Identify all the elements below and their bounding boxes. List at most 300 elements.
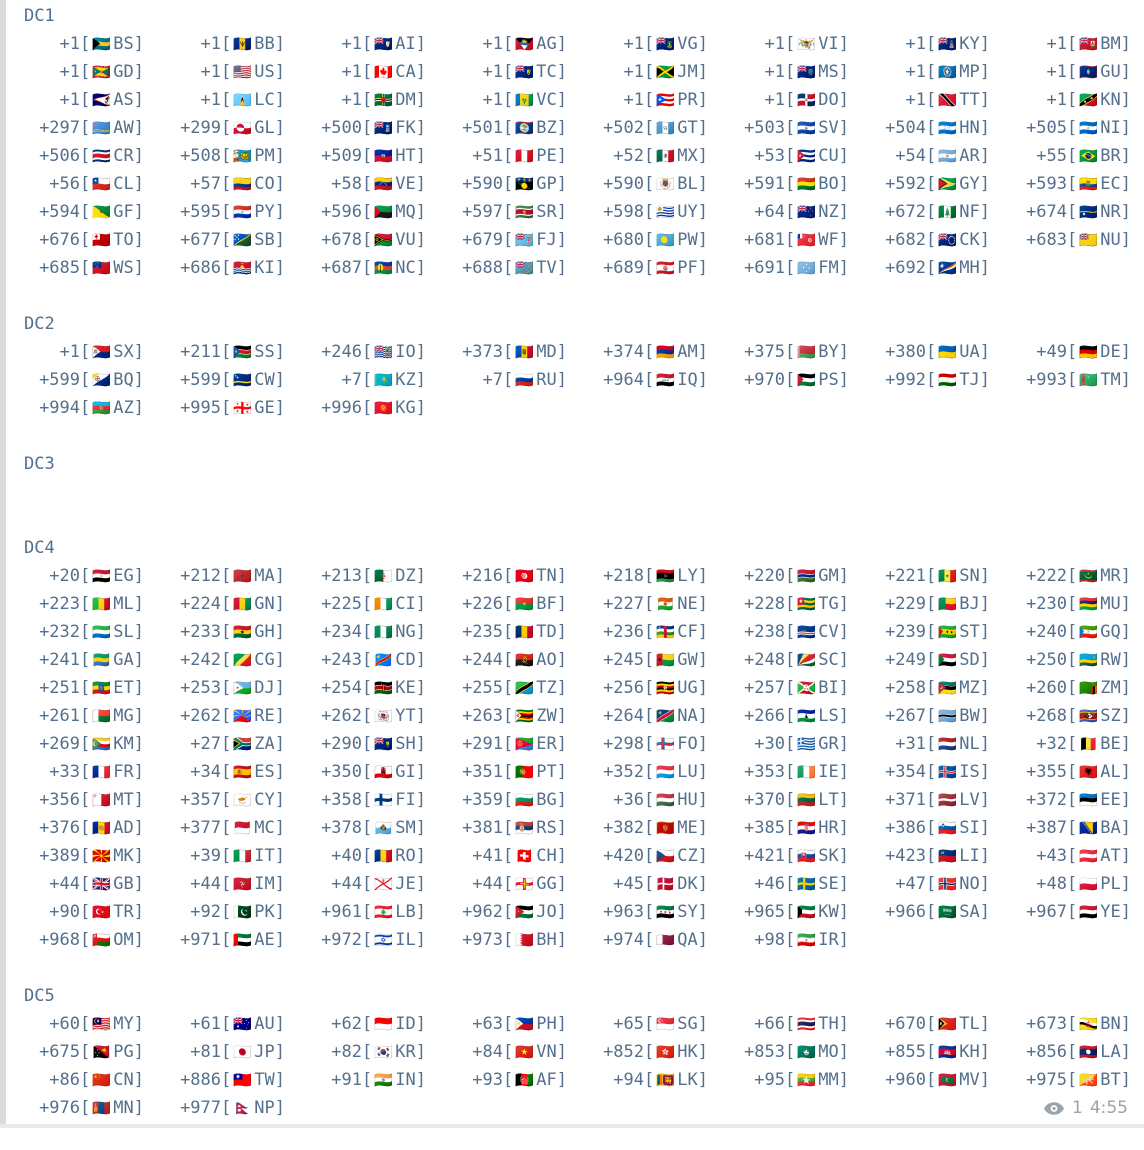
dial-code: +1 bbox=[200, 34, 222, 54]
close-bracket: ] bbox=[556, 62, 567, 82]
open-bracket: [ bbox=[1067, 174, 1078, 194]
dial-code: +996 bbox=[321, 398, 363, 418]
country-iso: BA bbox=[1100, 818, 1121, 838]
country-iso: CW bbox=[254, 370, 275, 390]
country-flag-icon-kh: 🇰🇭 bbox=[938, 1043, 958, 1061]
dial-code-entry bbox=[292, 786, 433, 814]
country-iso: IQ bbox=[677, 370, 698, 390]
country-iso: BR bbox=[1100, 146, 1121, 166]
close-bracket: ] bbox=[1120, 1042, 1131, 1062]
dial-code: +1 bbox=[1046, 62, 1068, 82]
open-bracket: [ bbox=[80, 594, 91, 614]
country-iso: VC bbox=[536, 90, 557, 110]
dial-code: +687 bbox=[321, 258, 363, 278]
open-bracket: [ bbox=[80, 818, 91, 838]
dial-code-entry bbox=[292, 646, 433, 674]
country-iso: TR bbox=[113, 902, 134, 922]
country-flag-icon-gf: 🇬🇫 bbox=[92, 203, 112, 221]
country-iso: MV bbox=[959, 1070, 980, 1090]
dial-code: +253 bbox=[180, 678, 222, 698]
open-bracket: [ bbox=[221, 174, 232, 194]
dial-code-entry bbox=[574, 674, 715, 702]
dial-code-entry bbox=[856, 562, 997, 590]
dial-code: +505 bbox=[1026, 118, 1068, 138]
country-iso: EC bbox=[1100, 174, 1121, 194]
dial-code-entry bbox=[997, 226, 1138, 254]
dial-code-entry bbox=[574, 1038, 715, 1066]
close-bracket: ] bbox=[697, 90, 708, 110]
close-bracket: ] bbox=[1120, 1070, 1131, 1090]
dial-code: +263 bbox=[462, 706, 504, 726]
country-flag-icon-bt: 🇧🇹 bbox=[1079, 1071, 1099, 1089]
dial-code-entry bbox=[433, 114, 574, 142]
dial-code-entry bbox=[574, 58, 715, 86]
close-bracket: ] bbox=[133, 846, 144, 866]
country-flag-icon-nu: 🇳🇺 bbox=[1079, 231, 1099, 249]
country-flag-icon-cu: 🇨🇺 bbox=[797, 147, 817, 165]
close-bracket: ] bbox=[133, 202, 144, 222]
dial-code-entry bbox=[10, 254, 151, 282]
dial-code-entry bbox=[856, 338, 997, 366]
dial-code-entry bbox=[574, 366, 715, 394]
close-bracket: ] bbox=[979, 762, 990, 782]
open-bracket: [ bbox=[644, 762, 655, 782]
close-bracket: ] bbox=[1120, 594, 1131, 614]
close-bracket: ] bbox=[838, 258, 849, 278]
close-bracket: ] bbox=[1120, 650, 1131, 670]
country-iso: PF bbox=[677, 258, 698, 278]
country-iso: AL bbox=[1100, 762, 1121, 782]
dial-code-entry bbox=[715, 170, 856, 198]
country-iso: AF bbox=[536, 1070, 557, 1090]
country-flag-icon-bq: 🇧🇶 bbox=[92, 371, 112, 389]
country-iso: KE bbox=[395, 678, 416, 698]
country-flag-icon-ci: 🇨🇮 bbox=[374, 595, 394, 613]
country-flag-icon-aw: 🇦🇼 bbox=[92, 119, 112, 137]
country-iso: CA bbox=[395, 62, 416, 82]
country-flag-icon-hr: 🇭🇷 bbox=[797, 819, 817, 837]
country-flag-icon-tn: 🇹🇳 bbox=[515, 567, 535, 585]
close-bracket: ] bbox=[415, 1042, 426, 1062]
message-footer bbox=[1043, 1098, 1128, 1118]
open-bracket: [ bbox=[362, 1042, 373, 1062]
close-bracket: ] bbox=[556, 846, 567, 866]
dial-code-entry bbox=[715, 618, 856, 646]
country-iso: LT bbox=[818, 790, 839, 810]
close-bracket: ] bbox=[697, 118, 708, 138]
country-flag-icon-by: 🇧🇾 bbox=[797, 343, 817, 361]
dial-code: +234 bbox=[321, 622, 363, 642]
dial-code-entry bbox=[151, 646, 292, 674]
close-bracket: ] bbox=[697, 174, 708, 194]
dial-code-entry bbox=[715, 842, 856, 870]
close-bracket: ] bbox=[556, 342, 567, 362]
dial-code: +98 bbox=[754, 930, 786, 950]
open-bracket: [ bbox=[362, 902, 373, 922]
country-flag-icon-md: 🇲🇩 bbox=[515, 343, 535, 361]
close-bracket: ] bbox=[1120, 370, 1131, 390]
dial-code: +423 bbox=[885, 846, 927, 866]
close-bracket: ] bbox=[697, 146, 708, 166]
dial-code: +46 bbox=[754, 874, 786, 894]
dial-code: +238 bbox=[744, 622, 786, 642]
close-bracket: ] bbox=[556, 650, 567, 670]
country-flag-icon-ge: 🇬🇪 bbox=[233, 399, 253, 417]
country-flag-icon-pg: 🇵🇬 bbox=[92, 1043, 112, 1061]
dial-code: +356 bbox=[39, 790, 81, 810]
country-flag-icon-tw: 🇹🇼 bbox=[233, 1071, 253, 1089]
country-flag-icon-dk: 🇩🇰 bbox=[656, 875, 676, 893]
dial-code: +1 bbox=[623, 34, 645, 54]
country-iso: LK bbox=[677, 1070, 698, 1090]
close-bracket: ] bbox=[1120, 678, 1131, 698]
close-bracket: ] bbox=[979, 174, 990, 194]
close-bracket: ] bbox=[838, 594, 849, 614]
dial-code-entry bbox=[433, 898, 574, 926]
open-bracket: [ bbox=[926, 342, 937, 362]
country-flag-icon-ph: 🇵🇭 bbox=[515, 1015, 535, 1033]
open-bracket: [ bbox=[221, 650, 232, 670]
open-bracket: [ bbox=[926, 622, 937, 642]
dial-code-entry bbox=[433, 590, 574, 618]
dial-code-entry bbox=[715, 590, 856, 618]
dial-code: +66 bbox=[754, 1014, 786, 1034]
dial-code: +255 bbox=[462, 678, 504, 698]
dial-code: +677 bbox=[180, 230, 222, 250]
dial-code: +963 bbox=[603, 902, 645, 922]
close-bracket: ] bbox=[1120, 762, 1131, 782]
country-flag-icon-ly: 🇱🇾 bbox=[656, 567, 676, 585]
close-bracket: ] bbox=[979, 790, 990, 810]
dial-code-entry bbox=[715, 142, 856, 170]
open-bracket: [ bbox=[221, 230, 232, 250]
dial-code-entry bbox=[856, 786, 997, 814]
close-bracket: ] bbox=[697, 902, 708, 922]
dial-code-entry bbox=[10, 170, 151, 198]
country-iso: KG bbox=[395, 398, 416, 418]
country-flag-icon-mp: 🇲🇵 bbox=[938, 63, 958, 81]
close-bracket: ] bbox=[1120, 230, 1131, 250]
country-flag-icon-af: 🇦🇫 bbox=[515, 1071, 535, 1089]
open-bracket: [ bbox=[926, 62, 937, 82]
dial-code: +673 bbox=[1026, 1014, 1068, 1034]
close-bracket: ] bbox=[838, 1070, 849, 1090]
close-bracket: ] bbox=[133, 230, 144, 250]
close-bracket: ] bbox=[838, 762, 849, 782]
open-bracket: [ bbox=[362, 174, 373, 194]
open-bracket: [ bbox=[785, 34, 796, 54]
country-flag-icon-tj: 🇹🇯 bbox=[938, 371, 958, 389]
dial-code-entry bbox=[715, 254, 856, 282]
open-bracket: [ bbox=[785, 118, 796, 138]
country-iso: AI bbox=[395, 34, 416, 54]
dial-code-entry bbox=[10, 1010, 151, 1038]
country-iso: IE bbox=[818, 762, 839, 782]
open-bracket: [ bbox=[221, 202, 232, 222]
country-flag-icon-tg: 🇹🇬 bbox=[797, 595, 817, 613]
close-bracket: ] bbox=[133, 734, 144, 754]
dial-code: +351 bbox=[462, 762, 504, 782]
country-flag-icon-ms: 🇲🇸 bbox=[797, 63, 817, 81]
dial-code: +1 bbox=[59, 90, 81, 110]
close-bracket: ] bbox=[979, 230, 990, 250]
close-bracket: ] bbox=[838, 146, 849, 166]
open-bracket: [ bbox=[221, 62, 232, 82]
dial-code-entry bbox=[151, 58, 292, 86]
country-iso: PE bbox=[536, 146, 557, 166]
close-bracket: ] bbox=[697, 846, 708, 866]
dial-code: +681 bbox=[744, 230, 786, 250]
country-flag-icon-cy: 🇨🇾 bbox=[233, 791, 253, 809]
close-bracket: ] bbox=[274, 678, 285, 698]
dial-code: +261 bbox=[39, 706, 81, 726]
dial-code: +95 bbox=[754, 1070, 786, 1090]
open-bracket: [ bbox=[926, 1070, 937, 1090]
open-bracket: [ bbox=[926, 1014, 937, 1034]
open-bracket: [ bbox=[926, 790, 937, 810]
open-bracket: [ bbox=[221, 258, 232, 278]
country-iso: CL bbox=[113, 174, 134, 194]
dial-code: +856 bbox=[1026, 1042, 1068, 1062]
country-iso: BZ bbox=[536, 118, 557, 138]
close-bracket: ] bbox=[556, 258, 567, 278]
country-iso: SV bbox=[818, 118, 839, 138]
dial-code: +1 bbox=[482, 62, 504, 82]
country-iso: ZA bbox=[254, 734, 275, 754]
close-bracket: ] bbox=[697, 34, 708, 54]
country-flag-icon-je: 🇯🇪 bbox=[374, 875, 394, 893]
country-flag-icon-sl: 🇸🇱 bbox=[92, 623, 112, 641]
open-bracket: [ bbox=[503, 146, 514, 166]
country-flag-icon-ee: 🇪🇪 bbox=[1079, 791, 1099, 809]
dial-code: +232 bbox=[39, 622, 81, 642]
dial-code: +970 bbox=[744, 370, 786, 390]
country-iso: TJ bbox=[959, 370, 980, 390]
dial-code: +31 bbox=[895, 734, 927, 754]
close-bracket: ] bbox=[697, 566, 708, 586]
open-bracket: [ bbox=[221, 90, 232, 110]
open-bracket: [ bbox=[80, 902, 91, 922]
dial-code-entry bbox=[574, 338, 715, 366]
dial-code: +964 bbox=[603, 370, 645, 390]
dial-code-entry bbox=[715, 338, 856, 366]
dial-code-entry bbox=[856, 170, 997, 198]
country-iso: ME bbox=[677, 818, 698, 838]
country-flag-icon-es: 🇪🇸 bbox=[233, 763, 253, 781]
country-iso: SC bbox=[818, 650, 839, 670]
open-bracket: [ bbox=[1067, 650, 1078, 670]
country-flag-icon-gt: 🇬🇹 bbox=[656, 119, 676, 137]
country-iso: SY bbox=[677, 902, 698, 922]
open-bracket: [ bbox=[80, 566, 91, 586]
country-iso: GQ bbox=[1100, 622, 1121, 642]
country-iso: LA bbox=[1100, 1042, 1121, 1062]
dial-code: +683 bbox=[1026, 230, 1068, 250]
close-bracket: ] bbox=[133, 594, 144, 614]
close-bracket: ] bbox=[556, 1042, 567, 1062]
close-bracket: ] bbox=[415, 230, 426, 250]
dial-code-entry bbox=[10, 1038, 151, 1066]
dial-code: +506 bbox=[39, 146, 81, 166]
close-bracket: ] bbox=[556, 34, 567, 54]
dial-code-entry bbox=[433, 814, 574, 842]
country-flag-icon-gw: 🇬🇼 bbox=[656, 651, 676, 669]
country-flag-icon-sm: 🇸🇲 bbox=[374, 819, 394, 837]
open-bracket: [ bbox=[926, 202, 937, 222]
dial-code-entry bbox=[10, 870, 151, 898]
dial-code-entry bbox=[433, 870, 574, 898]
country-flag-icon-do: 🇩🇴 bbox=[797, 91, 817, 109]
country-iso: GA bbox=[113, 650, 134, 670]
country-iso: PH bbox=[536, 1014, 557, 1034]
country-iso: PS bbox=[818, 370, 839, 390]
dial-code-entry bbox=[151, 114, 292, 142]
dial-code: +30 bbox=[754, 734, 786, 754]
close-bracket: ] bbox=[697, 650, 708, 670]
dial-code-entry bbox=[715, 1066, 856, 1094]
country-flag-icon-gi: 🇬🇮 bbox=[374, 763, 394, 781]
close-bracket: ] bbox=[274, 1042, 285, 1062]
dial-code-entry bbox=[715, 730, 856, 758]
close-bracket: ] bbox=[979, 1042, 990, 1062]
close-bracket: ] bbox=[1120, 734, 1131, 754]
country-iso: BL bbox=[677, 174, 698, 194]
country-iso: EE bbox=[1100, 790, 1121, 810]
dial-code: +1 bbox=[1046, 90, 1068, 110]
country-flag-icon-kw: 🇰🇼 bbox=[797, 903, 817, 921]
close-bracket: ] bbox=[979, 202, 990, 222]
country-iso: AS bbox=[113, 90, 134, 110]
country-flag-icon-ir: 🇮🇷 bbox=[797, 931, 817, 949]
dial-code-entry bbox=[292, 814, 433, 842]
close-bracket: ] bbox=[415, 1014, 426, 1034]
country-flag-icon-au: 🇦🇺 bbox=[233, 1015, 253, 1033]
dial-code-entry bbox=[10, 1094, 151, 1122]
dial-code-entry bbox=[10, 590, 151, 618]
close-bracket: ] bbox=[1120, 566, 1131, 586]
dial-code: +84 bbox=[472, 1042, 504, 1062]
views-eye-icon bbox=[1043, 1101, 1065, 1116]
country-iso: SH bbox=[395, 734, 416, 754]
dial-code: +1 bbox=[1046, 34, 1068, 54]
dial-code-entry bbox=[997, 702, 1138, 730]
dial-code-entry bbox=[292, 142, 433, 170]
open-bracket: [ bbox=[221, 1070, 232, 1090]
country-iso: YT bbox=[395, 706, 416, 726]
country-iso: DZ bbox=[395, 566, 416, 586]
dial-code-entry bbox=[10, 646, 151, 674]
open-bracket: [ bbox=[503, 622, 514, 642]
dial-code: +44 bbox=[49, 874, 81, 894]
dial-code-entry bbox=[997, 814, 1138, 842]
country-iso: ZM bbox=[1100, 678, 1121, 698]
country-iso: VE bbox=[395, 174, 416, 194]
close-bracket: ] bbox=[838, 622, 849, 642]
close-bracket: ] bbox=[1120, 790, 1131, 810]
country-flag-icon-pe: 🇵🇪 bbox=[515, 147, 535, 165]
close-bracket: ] bbox=[274, 622, 285, 642]
close-bracket: ] bbox=[133, 762, 144, 782]
open-bracket: [ bbox=[80, 930, 91, 950]
open-bracket: [ bbox=[644, 1014, 655, 1034]
country-flag-icon-cv: 🇨🇻 bbox=[797, 623, 817, 641]
dial-code: +971 bbox=[180, 930, 222, 950]
country-iso: KW bbox=[818, 902, 839, 922]
dial-code-entry bbox=[856, 86, 997, 114]
country-flag-icon-fi: 🇫🇮 bbox=[374, 791, 394, 809]
close-bracket: ] bbox=[415, 594, 426, 614]
country-iso: PT bbox=[536, 762, 557, 782]
dial-code-entry bbox=[715, 114, 856, 142]
dial-code: +590 bbox=[462, 174, 504, 194]
dial-code: +353 bbox=[744, 762, 786, 782]
close-bracket: ] bbox=[415, 762, 426, 782]
dial-code: +225 bbox=[321, 594, 363, 614]
dial-code: +44 bbox=[190, 874, 222, 894]
close-bracket: ] bbox=[415, 174, 426, 194]
country-flag-icon-fm: 🇫🇲 bbox=[797, 259, 817, 277]
close-bracket: ] bbox=[133, 1014, 144, 1034]
country-flag-icon-fk: 🇫🇰 bbox=[374, 119, 394, 137]
country-iso: HU bbox=[677, 790, 698, 810]
country-iso: BJ bbox=[959, 594, 980, 614]
open-bracket: [ bbox=[80, 90, 91, 110]
country-flag-icon-vn: 🇻🇳 bbox=[515, 1043, 535, 1061]
country-iso: CN bbox=[113, 1070, 134, 1090]
dial-code-entry bbox=[292, 842, 433, 870]
country-iso: VN bbox=[536, 1042, 557, 1062]
dial-code: +91 bbox=[331, 1070, 363, 1090]
dial-code-entry bbox=[10, 114, 151, 142]
dial-code: +51 bbox=[472, 146, 504, 166]
country-flag-icon-gl: 🇬🇱 bbox=[233, 119, 253, 137]
country-flag-icon-jm: 🇯🇲 bbox=[656, 63, 676, 81]
country-iso: GM bbox=[818, 566, 839, 586]
country-flag-icon-br: 🇧🇷 bbox=[1079, 147, 1099, 165]
close-bracket: ] bbox=[979, 566, 990, 586]
country-flag-icon-pm: 🇵🇲 bbox=[233, 147, 253, 165]
country-flag-icon-yt: 🇾🇹 bbox=[374, 707, 394, 725]
dial-code: +230 bbox=[1026, 594, 1068, 614]
dial-code-entry bbox=[151, 590, 292, 618]
country-iso: MZ bbox=[959, 678, 980, 698]
country-flag-icon-si: 🇸🇮 bbox=[938, 819, 958, 837]
country-iso: BM bbox=[1100, 34, 1121, 54]
dial-code-entry bbox=[574, 1066, 715, 1094]
country-iso: GR bbox=[818, 734, 839, 754]
dial-code: +212 bbox=[180, 566, 222, 586]
open-bracket: [ bbox=[644, 790, 655, 810]
open-bracket: [ bbox=[362, 34, 373, 54]
close-bracket: ] bbox=[838, 1042, 849, 1062]
country-iso: CF bbox=[677, 622, 698, 642]
open-bracket: [ bbox=[1067, 1042, 1078, 1062]
dial-code-entry bbox=[292, 1038, 433, 1066]
close-bracket: ] bbox=[133, 34, 144, 54]
country-flag-icon-my: 🇲🇾 bbox=[92, 1015, 112, 1033]
dial-code-entry bbox=[574, 198, 715, 226]
close-bracket: ] bbox=[274, 34, 285, 54]
country-iso: ST bbox=[959, 622, 980, 642]
open-bracket: [ bbox=[926, 874, 937, 894]
open-bracket: [ bbox=[926, 734, 937, 754]
country-flag-icon-mu: 🇲🇺 bbox=[1079, 595, 1099, 613]
dial-code-grid bbox=[10, 338, 1142, 422]
dial-code: +994 bbox=[39, 398, 81, 418]
dial-code-entry bbox=[151, 338, 292, 366]
close-bracket: ] bbox=[274, 230, 285, 250]
close-bracket: ] bbox=[697, 818, 708, 838]
